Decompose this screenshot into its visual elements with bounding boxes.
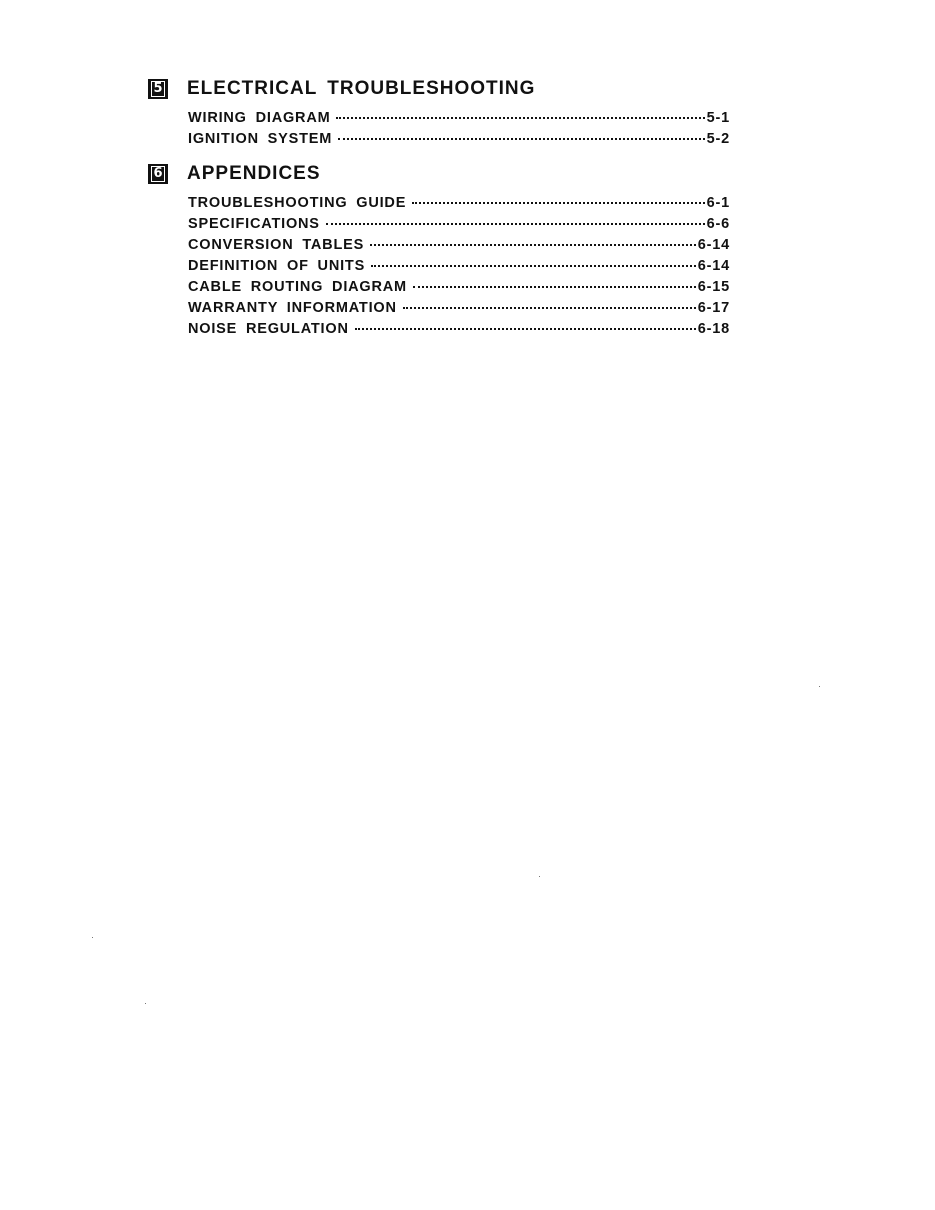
section-number: 6 xyxy=(151,166,165,182)
toc-entry-label: WIRING DIAGRAM xyxy=(188,110,331,126)
scan-speck xyxy=(92,937,93,938)
toc-entry-page: 6-14 xyxy=(697,258,730,274)
section-heading xyxy=(148,162,730,186)
toc-entry-page: 6-1 xyxy=(706,195,730,211)
toc-entry-label: WARRANTY INFORMATION xyxy=(188,300,397,316)
section-title: ELECTRICAL TROUBLESHOOTING xyxy=(187,78,536,99)
toc-entry-page: 6-17 xyxy=(697,300,730,316)
dot-leader xyxy=(370,230,696,246)
section-number-badge xyxy=(148,164,168,184)
toc-entry-list xyxy=(188,106,730,148)
toc-entry-label: IGNITION SYSTEM xyxy=(188,131,333,147)
toc-entry-page: 6-6 xyxy=(706,216,730,232)
dot-leader xyxy=(355,314,696,330)
scan-speck xyxy=(145,1003,146,1004)
toc-entry-page: 5-1 xyxy=(706,110,730,126)
toc-entry-page: 5-2 xyxy=(706,131,730,147)
dot-leader xyxy=(371,251,696,267)
toc-entry-label: TROUBLESHOOTING GUIDE xyxy=(188,195,407,211)
toc-entry-label: CONVERSION TABLES xyxy=(188,237,365,253)
dot-leader xyxy=(412,188,704,204)
toc-entry-list xyxy=(188,191,730,338)
toc-section-appendices xyxy=(148,162,730,338)
dot-leader xyxy=(336,103,704,119)
scan-speck xyxy=(539,876,540,877)
toc-entry-page: 6-15 xyxy=(697,279,730,295)
toc-entry-page: 6-14 xyxy=(697,237,730,253)
toc-entry-label: CABLE ROUTING DIAGRAM xyxy=(188,279,407,295)
dot-leader xyxy=(326,209,705,225)
toc-entry[interactable] xyxy=(188,127,730,148)
toc-entry-page: 6-18 xyxy=(697,321,730,337)
dot-leader xyxy=(338,124,705,140)
toc-entry-label: NOISE REGULATION xyxy=(188,321,349,337)
toc-entry-label: DEFINITION OF UNITS xyxy=(188,258,366,274)
section-heading xyxy=(148,77,730,101)
dot-leader xyxy=(413,272,696,288)
toc-section-electrical-troubleshooting xyxy=(148,77,730,148)
section-number-badge xyxy=(148,79,168,99)
section-number: 5 xyxy=(151,81,165,97)
section-title: APPENDICES xyxy=(187,163,321,184)
toc-entry-label: SPECIFICATIONS xyxy=(188,216,320,232)
dot-leader xyxy=(403,293,696,309)
scan-speck xyxy=(819,686,820,687)
toc-entry[interactable] xyxy=(188,317,730,338)
